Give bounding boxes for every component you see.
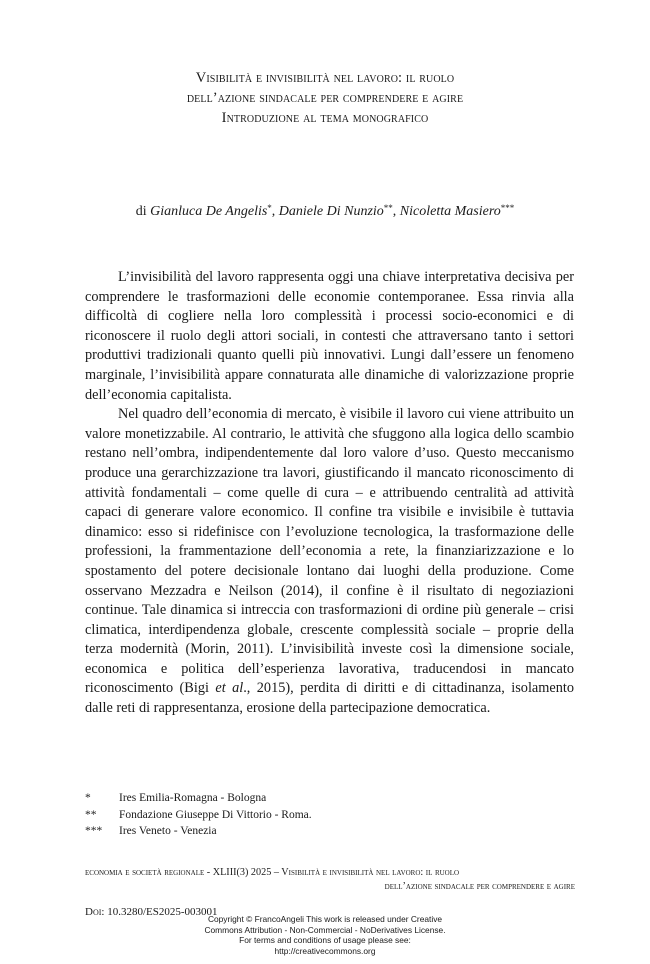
paragraph-2-italic: et al [215, 680, 244, 697]
running-footer-line-2: dell’azione sindacale per comprendere e agire [384, 881, 575, 892]
footnote-mark: * [85, 792, 91, 804]
title-line-2: dell’azione sindacale per comprendere e agire [186, 90, 464, 106]
title-line-3: Introduzione al tema monografico [221, 110, 429, 126]
copyright-line-1: Copyright © FrancoAngeli This work is released under Creative [207, 914, 443, 924]
footnote-text: Fondazione Giuseppe Di Vittorio - Roma. [119, 808, 312, 821]
footnote-text: Ires Veneto - Venezia [119, 825, 217, 837]
article-title [60, 68, 590, 128]
author-name-2: Daniele Di Nunzio [278, 204, 384, 219]
running-footer-line-1: economia e società regionale - XLIII(3) 2025 – Visibilità e invisibilità nel lavoro: il ruolo [85, 867, 460, 878]
doi: Doi: 10.3280/ES2025-003001 [85, 906, 218, 918]
footnote-1 [85, 790, 312, 807]
paragraph-2 [85, 405, 574, 719]
author-mark-3: *** [500, 203, 515, 213]
footnotes [85, 790, 312, 840]
paragraph-1: L’invisibilità del lavoro rappresenta oggi una chiave interpretativa decisiva per comprendere le trasformazioni delle economie contemporanee. Essa rinvia alla difficoltà di cogliere nella loro complessità i processi socio-economici e di riconoscere il ruolo degli attori sociali, in contesti che attraversano tanto i settori produttivi tradizionali quanto quelli più innovativi. Lungi dall’essere un fenomeno marginale, l’invisibilità appare connaturata alle dinamiche di valorizzazione proprie dell’economia capitalista. [85, 269, 574, 403]
footnote-2 [85, 807, 312, 824]
author-mark-2: ** [383, 203, 393, 213]
article-body [85, 268, 574, 719]
footnote-text: Ires Emilia-Romagna - Bologna [119, 792, 267, 804]
paragraph-2-part-a: Nel quadro dell’economia di mercato, è visibile il lavoro cui viene attribuito un valore monetizzabile. Al contrario, le attività che sfuggono alla logica dello scambio restano nell’ombra, indipendentemente dal loro valore d’uso. Questo meccanismo produce una gerarchizzazione tra lavori, giustificando il mancato riconoscimento di attività fondamentali – come quelle di cura – e attribuendo centralità ad attività capaci di generare valore economico. Il confine tra visibile e invisibile è tuttavia dinamico: esso si ridefinisce con l’evoluzione tecnologica, la trasformazione delle professioni, la frammentazione dell’economia a rete, la finanziarizzazione e lo spostamento del potere decisionale lontano dai luoghi della produzione. Come osservano Mezzadra e Neilson (2014), il confine è il risultato di negoziazioni continue. Tale dinamica si intreccia con trasformazioni di ordine più generale – crisi climatica, interdipendenza globale, crescente complessità sociale – proprie della terza modernità (Morin, 2011). L’invisibilità investe così la dimensione sociale, economica e politica dell’esperienza lavorativa, traducendosi in mancato riconoscimento (Bigi [85, 406, 574, 697]
footnote-mark: ** [85, 808, 97, 821]
author-line [60, 203, 590, 220]
copyright-link[interactable]: http://creativecommons.org [274, 945, 376, 956]
authors-prefix: di [135, 204, 151, 219]
author-name-3: Nicoletta Masiero [399, 204, 501, 219]
copyright-line-3: For terms and conditions of usage please see: [239, 935, 411, 945]
author-separator: , [271, 204, 279, 219]
footnote-mark: *** [85, 825, 103, 837]
running-footer [85, 866, 575, 894]
author-mark-1: * [267, 203, 272, 213]
paragraph-2-part-b: ., 2015), perdita di diritti e di cittadinanza, isolamento dalle reti di rappresentanza, erosione della partecipazione democratica. [85, 680, 574, 717]
title-line-1: Visibilità e invisibilità nel lavoro: il ruolo [195, 70, 455, 86]
copyright-line-2: Commons Attribution - Non-Commercial - NoDerivatives License. [204, 924, 446, 935]
author-separator: , [392, 204, 400, 219]
footnote-3 [85, 823, 312, 840]
copyright-notice [185, 914, 465, 956]
author-name-1: Gianluca De Angelis [150, 204, 268, 219]
